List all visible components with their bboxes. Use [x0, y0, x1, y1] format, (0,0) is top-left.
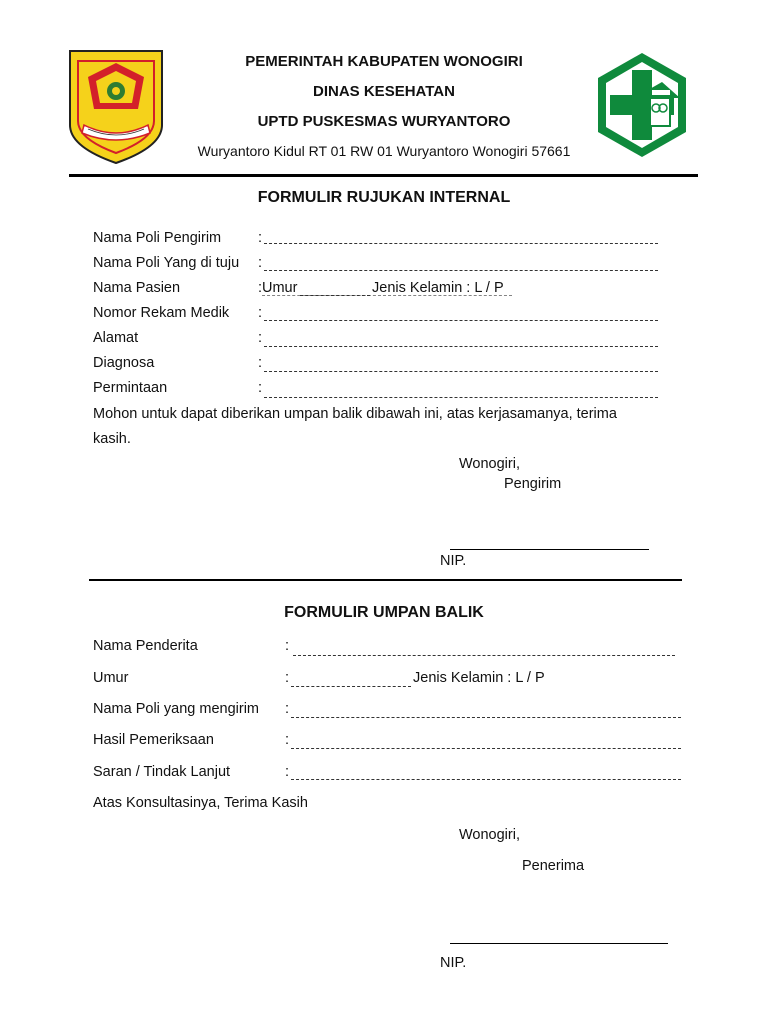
form2-signature-line[interactable]: [450, 943, 668, 944]
form1-label-diagnosa: Diagnosa: [93, 355, 155, 371]
form1-gender-label: Jenis Kelamin : L / P: [372, 280, 504, 296]
form1-label-poli-pengirim: Nama Poli Pengirim: [93, 230, 222, 246]
form2-nip: NIP.: [440, 955, 467, 971]
header-department: DINAS KESEHATAN: [313, 83, 455, 100]
form1-colon: :: [258, 330, 263, 346]
form1-message-line1: Mohon untuk dapat diberikan umpan balik dibawah ini, atas kerjasamanya, terima: [93, 406, 617, 422]
form2-field-umur[interactable]: [291, 686, 411, 687]
form2-field-poli-pengirim[interactable]: [291, 717, 681, 718]
form1-message: [93, 402, 663, 452]
form1-role-pengirim: Pengirim: [504, 476, 562, 492]
form2-label-saran: Saran / Tindak Lanjut: [93, 764, 231, 780]
form1-field-poli-tujuan[interactable]: [264, 270, 658, 271]
form2-title: FORMULIR UMPAN BALIK: [284, 604, 484, 621]
form2-colon: :: [285, 638, 290, 654]
form1-field-poli-pengirim[interactable]: [264, 243, 658, 244]
form2-label-hasil-pemeriksaan: Hasil Pemeriksaan: [93, 732, 214, 748]
form1-field-rekam-medik[interactable]: [264, 320, 658, 321]
form1-colon: :: [258, 280, 263, 296]
form2-field-hasil-pemeriksaan[interactable]: [291, 748, 681, 749]
form1-field-nama-pasien[interactable]: [262, 295, 512, 296]
form1-label-rekam-medik: Nomor Rekam Medik: [93, 305, 230, 321]
form1-nip: NIP.: [440, 553, 467, 569]
form2-colon: :: [285, 732, 290, 748]
form2-colon: :: [285, 670, 290, 686]
form1-colon: :: [258, 380, 263, 396]
form2-colon: :: [285, 764, 290, 780]
form1-field-diagnosa[interactable]: [264, 371, 658, 372]
header-address: Wuryantoro Kidul RT 01 RW 01 Wuryantoro Wonogiri 57661: [197, 143, 571, 159]
header-puskesmas: UPTD PUSKESMAS WURYANTORO: [257, 113, 511, 130]
form1-title: FORMULIR RUJUKAN INTERNAL: [257, 189, 511, 206]
form2-label-umur: Umur: [93, 670, 129, 686]
form2-field-saran[interactable]: [291, 779, 681, 780]
puskesmas-logo: [592, 50, 692, 160]
form2-gender-label: Jenis Kelamin : L / P: [413, 670, 545, 686]
form1-colon: :: [258, 355, 263, 371]
form2-closing: Atas Konsultasinya, Terima Kasih: [93, 795, 308, 811]
section-divider: [89, 579, 682, 581]
form2-label-nama-penderita: Nama Penderita: [93, 638, 198, 654]
form1-colon: :: [258, 255, 263, 271]
form2-field-nama-penderita[interactable]: [293, 655, 675, 656]
form1-signature-line[interactable]: [450, 549, 649, 550]
form1-umur-label: Umur: [262, 280, 298, 296]
form1-field-alamat[interactable]: [264, 346, 658, 347]
header-government: PEMERINTAH KABUPATEN WONOGIRI: [245, 53, 523, 70]
form1-label-nama-pasien: Nama Pasien: [93, 280, 181, 296]
form1-message-line2: kasih.: [93, 431, 131, 447]
form2-place-date: Wonogiri,: [459, 827, 520, 843]
form1-colon: :: [258, 305, 263, 321]
header-divider: [69, 174, 698, 177]
form2-label-poli-pengirim: Nama Poli yang mengirim: [93, 701, 260, 717]
form1-colon: :: [258, 230, 263, 246]
form1-label-alamat: Alamat: [93, 330, 139, 346]
form1-place-date: Wonogiri,: [459, 456, 520, 472]
form2-colon: :: [285, 701, 290, 717]
wonogiri-crest-logo: [66, 47, 166, 165]
form2-role-penerima: Penerima: [522, 858, 585, 874]
form1-label-permintaan: Permintaan: [93, 380, 168, 396]
form1-label-poli-tujuan: Nama Poli Yang di tuju: [93, 255, 240, 271]
form1-field-permintaan[interactable]: [264, 397, 658, 398]
